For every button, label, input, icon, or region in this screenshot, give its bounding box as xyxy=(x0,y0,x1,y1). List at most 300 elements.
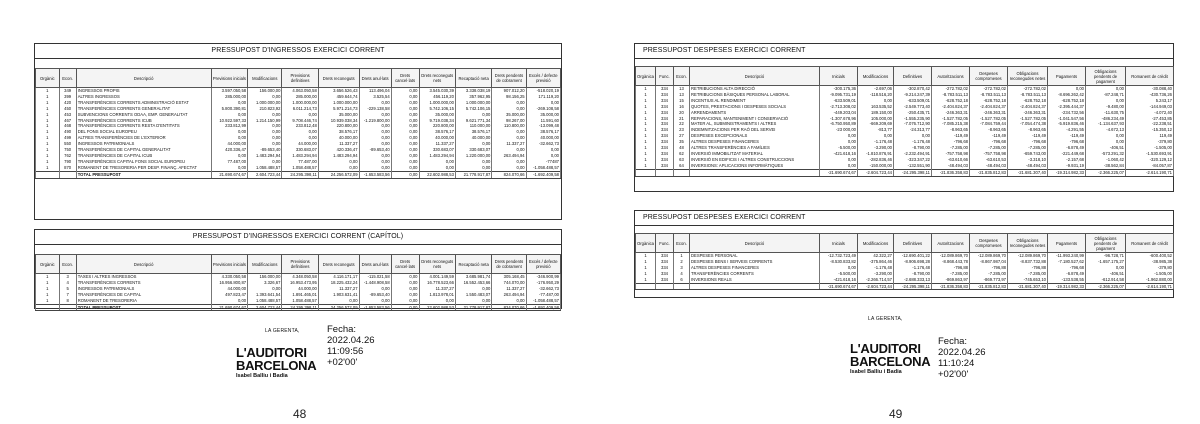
table-cell: 0,00 xyxy=(211,100,247,106)
table-cell: 40.000,00 xyxy=(526,135,560,141)
table-cell: 334 xyxy=(656,98,674,104)
table-cell: 0,00 xyxy=(1086,98,1126,104)
table-cell: 0,00 xyxy=(211,165,247,171)
table-cell: -1.505,00 xyxy=(1126,145,1174,151)
table-cell: 40.000,00 xyxy=(419,135,455,141)
table-cell: 63 xyxy=(674,157,690,163)
description-cell: ALTRES INGRESSOS xyxy=(76,94,211,100)
table-cell: 0,00 xyxy=(359,298,391,304)
column-header: Obligacions reconegudes netes xyxy=(1008,234,1048,253)
total-row xyxy=(36,171,561,178)
table-cell: 0,00 xyxy=(391,135,419,141)
table-cell: -1.219.800,00 xyxy=(359,118,391,124)
table-cell: 0,00 xyxy=(359,112,391,118)
table-cell: 16.956.800,87 xyxy=(211,280,247,286)
table-cell: 334 xyxy=(656,151,674,157)
table-cell: 334 xyxy=(656,104,674,110)
table-cell: 233.812,48 xyxy=(282,123,318,129)
table-cell: 263.494,94 xyxy=(492,153,526,159)
table-cell: 98.156,25 xyxy=(492,94,526,100)
table-cell: 334 xyxy=(656,133,674,139)
table-cell: 1.214.150,99 xyxy=(248,118,282,124)
table-cell: -1.058.488,57 xyxy=(526,165,560,171)
table-cell: -89.653,40 xyxy=(359,147,391,153)
table-cell: -633.509,01 xyxy=(820,98,858,104)
table-cell: 48 xyxy=(674,145,690,151)
table-cell: 420.336,47 xyxy=(318,147,359,153)
description-cell: ALTRES TRANSFERÈNCIES A FAMÍLIES xyxy=(690,145,820,151)
table-cell: 110.000,00 xyxy=(455,123,491,129)
description-cell: RETRIBUCIONS BÀSIQUES PERSONAL LABORAL xyxy=(690,92,820,98)
table-cell: -63.610,66 xyxy=(932,157,970,163)
table-cell: -1.176,48 xyxy=(894,265,932,271)
table-row xyxy=(36,292,561,298)
column-header: Definitives xyxy=(894,67,932,86)
table-cell: -21.835.812,83 xyxy=(970,283,1008,290)
table-cell: -15.350,12 xyxy=(1126,127,1174,133)
table-cell: -2.688.333,13 xyxy=(894,277,932,283)
table-cell: -757.758,98 xyxy=(932,151,970,157)
table-cell: 5.243,17 xyxy=(1126,98,1174,104)
signature-stamp xyxy=(327,324,375,368)
table-cell: -1.176,48 xyxy=(894,139,932,145)
table-cell: 1 xyxy=(636,104,656,110)
table-cell: 0,00 xyxy=(391,153,419,159)
table-cell: 790 xyxy=(59,159,76,165)
column-header: Drets anul·lats xyxy=(359,69,391,88)
description-cell: INVERSIÓ IMMOBILITZAT MATERIAL xyxy=(690,151,820,157)
description-cell xyxy=(690,283,820,290)
table-cell: 24.295.398,11 xyxy=(282,304,318,311)
table-cell: -8.963,65 xyxy=(932,127,970,133)
table-cell: -669.209,69 xyxy=(858,121,894,127)
table-cell: -119,49 xyxy=(1048,133,1086,139)
total-row xyxy=(36,304,561,311)
table-cell: -320.129,12 xyxy=(1126,157,1174,163)
table-cell: 0,00 xyxy=(820,133,858,139)
table-cell: -2.157,68 xyxy=(1048,157,1086,163)
table-cell: 38.576,17 xyxy=(318,129,359,135)
description-cell: DESPESES EXCEPCIONALS xyxy=(690,133,820,139)
table-cell: 459.644,74 xyxy=(318,94,359,100)
table-cell: -7.285,00 xyxy=(970,271,1008,277)
table-cell: 156.000,00 xyxy=(248,274,282,280)
table-cell: -406,51 xyxy=(1086,145,1126,151)
table-cell: 5.742.106,15 xyxy=(455,106,491,112)
income-chapter-title: PRESSUPOST D'INGRESSOS EXERCICI CORRENT (CAPÍTOL) xyxy=(35,230,561,245)
table-cell: 5.971.214,73 xyxy=(318,106,359,112)
header-row xyxy=(636,67,1174,86)
table-cell: 0,00 xyxy=(248,135,282,141)
table-cell: 9.719.038,34 xyxy=(419,118,455,124)
table-cell: 550 xyxy=(59,141,76,147)
table-cell: -1.527.782,05 xyxy=(970,116,1008,122)
table-cell: 870 xyxy=(59,165,76,171)
table-cell: 0,00 xyxy=(391,112,419,118)
table-cell: 1.000.000,00 xyxy=(282,100,318,106)
table-cell: 1 xyxy=(636,259,656,265)
table-cell: 35.000,00 xyxy=(526,112,560,118)
table-cell: 21.778.917,87 xyxy=(455,304,491,311)
table-cell: -796,68 xyxy=(1048,139,1086,145)
table-cell xyxy=(674,283,690,290)
table-cell: 0,00 xyxy=(248,112,282,118)
table-cell: 1 xyxy=(36,286,60,292)
table-cell: 0,00 xyxy=(1086,265,1126,271)
table-cell: 18.225.432,24 xyxy=(318,280,359,286)
table-cell: -22.238,51 xyxy=(1126,121,1174,127)
table-cell: 468 xyxy=(59,123,76,129)
description-cell xyxy=(690,169,820,176)
table-cell: 2.604.723,44 xyxy=(248,171,282,178)
table-cell: -8.696.262,42 xyxy=(1048,92,1086,98)
table-cell: -1.653.583,56 xyxy=(359,304,391,311)
table-cell: -12.089.869,70 xyxy=(1008,253,1048,259)
table-cell: 744.070,00 xyxy=(492,280,526,286)
table-cell: -150.000,00 xyxy=(858,163,894,169)
table-cell: 0,00 xyxy=(318,165,359,171)
table-cell: 105.000,00 xyxy=(858,116,894,122)
table-cell: 44.000,00 xyxy=(282,286,318,292)
table-cell: -77487 xyxy=(526,159,560,165)
table-cell: -2.404.824,37 xyxy=(970,104,1008,110)
column-header: Pagaments xyxy=(1048,234,1086,253)
description-cell: TRANSFERÈNCIES CORRENTS GENERALITAT xyxy=(76,106,211,112)
table-cell: -63.610,53 xyxy=(970,157,1008,163)
description-cell: ROMANENT DE TRESORERIA xyxy=(76,298,211,304)
column-header: Func. xyxy=(656,234,674,253)
table-cell: -176.950,29 xyxy=(526,280,560,286)
table-cell: 156.000,00 xyxy=(248,88,282,94)
table-cell: -1.527.782,05 xyxy=(1008,116,1048,122)
table-cell xyxy=(636,169,656,176)
table-cell: 0,00 xyxy=(455,112,491,118)
table-cell: 285.000,00 xyxy=(282,94,318,100)
table-cell: 0,00 xyxy=(211,298,247,304)
table-cell: -21.836.358,83 xyxy=(932,283,970,290)
table-cell: 0,00 xyxy=(820,157,858,163)
table-cell: 0,00 xyxy=(359,141,391,147)
table-cell: 1 xyxy=(636,271,656,277)
table-cell: 0,00 xyxy=(359,159,391,165)
table-cell: 1.220.000,00 xyxy=(455,153,491,159)
description-cell: TRANSFERÈNCIES CORRENTS xyxy=(690,271,820,277)
table-cell: -32.662,73 xyxy=(526,286,560,292)
table-cell xyxy=(59,304,76,311)
table-cell: 23 xyxy=(674,127,690,133)
table-cell: 1 xyxy=(636,151,656,157)
table-cell: 824.070,66 xyxy=(492,171,526,178)
table-cell: 40.000,00 xyxy=(318,135,359,141)
table-cell: -346.900,99 xyxy=(526,274,560,280)
table-cell: 499 xyxy=(59,135,76,141)
table-cell xyxy=(36,304,60,311)
table-cell: 1.891.465,01 xyxy=(282,292,318,298)
table-cell: 3 xyxy=(59,274,76,280)
description-cell: ROMANENT DE TRESORERIA PER DESP. FINANÇ. AFECTAT xyxy=(76,165,211,171)
table-cell: -9.095.731,19 xyxy=(820,92,858,98)
table-cell: 0,00 xyxy=(359,165,391,171)
column-header: Drets cancel·lats xyxy=(391,255,419,274)
table-cell: 1.058.488,57 xyxy=(282,165,318,171)
table-cell: -796,88 xyxy=(932,265,970,271)
table-cell: 0,00 xyxy=(391,118,419,124)
table-cell: 1 xyxy=(36,298,60,304)
table-cell: -421.618,16 xyxy=(820,277,858,283)
table-cell: 334 xyxy=(656,253,674,259)
table-cell: 330.683,07 xyxy=(455,147,491,153)
table-cell: 0,00 xyxy=(391,304,419,311)
table-cell: -12.690.401,22 xyxy=(894,253,932,259)
table-cell: 171.119,20 xyxy=(526,94,560,100)
table-cell: 8 xyxy=(59,298,76,304)
table-cell: -24.295.398,11 xyxy=(894,283,932,290)
table-cell: 1.483.294,94 xyxy=(419,153,455,159)
table-cell: -38.985,38 xyxy=(1126,259,1174,265)
table-cell: 1.058.488,57 xyxy=(248,298,282,304)
signer-name: Isabel Balliu i Badia xyxy=(236,373,288,379)
table-cell: 5 xyxy=(59,286,76,292)
table-cell: -24.313,77 xyxy=(894,127,932,133)
table-cell: 334 xyxy=(656,116,674,122)
table-cell: -869.773,97 xyxy=(970,277,1008,283)
table-cell: -375.864,46 xyxy=(858,259,894,265)
description-cell: QUOTES, PRESTACIONS I DESPESES SOCIALS xyxy=(690,104,820,110)
table-cell: -27.453,85 xyxy=(1126,116,1174,122)
table-cell: 38.576,17 xyxy=(455,129,491,135)
table-cell: 16.778.523,66 xyxy=(419,280,455,286)
page-number: 48 xyxy=(293,407,307,421)
table-cell: 24.295.398,11 xyxy=(282,171,318,178)
table-cell: -48.494,03 xyxy=(932,163,970,169)
table-cell: -119,49 xyxy=(932,133,970,139)
column-header: Despeses compromeses xyxy=(970,67,1008,86)
table-cell: 399 xyxy=(59,94,76,100)
table-cell: -2.614.190,71 xyxy=(1126,169,1174,176)
table-cell: -379,80 xyxy=(1126,139,1174,145)
column-header: Drets reconeguts xyxy=(318,69,359,88)
table-cell: 1 xyxy=(36,280,60,286)
table-cell: 24.256.572,09 xyxy=(318,171,359,178)
column-header: Romanent de crèdit xyxy=(1126,67,1174,86)
expense-economic-title: PRESSUPOST DESPESES EXERCICI CORRENT xyxy=(635,44,1173,59)
table-cell: -32.662,73 xyxy=(526,141,560,147)
table-cell: 0,00 xyxy=(419,165,455,171)
table-cell: 11.337,27 xyxy=(492,141,526,147)
table-cell: -132.551,90 xyxy=(894,163,932,169)
table-cell: -5.919.836,46 xyxy=(1048,121,1086,127)
table-cell: 163.535,52 xyxy=(858,104,894,110)
table-cell: 64 xyxy=(674,163,690,169)
table-cell: 1 xyxy=(36,135,60,141)
column-header: Recaptació neta xyxy=(455,255,491,274)
column-header: Previsions definitives xyxy=(282,69,318,88)
table-cell: -21.835.812,83 xyxy=(970,169,1008,176)
table-cell: 0,00 xyxy=(492,106,526,112)
table-cell: -486.234,49 xyxy=(1086,116,1126,122)
table-cell: -246.363,31 xyxy=(1008,110,1048,116)
table-cell: -3.318,10 xyxy=(1008,157,1048,163)
table-cell: 5.800.390,81 xyxy=(211,106,247,112)
table-cell: 0,00 xyxy=(391,88,419,94)
table-cell: 1.483.294,94 xyxy=(318,153,359,159)
table-cell: -8.783.511,13 xyxy=(1008,92,1048,98)
column-header: Modificacions xyxy=(858,67,894,86)
table-cell: 1 xyxy=(36,106,60,112)
table-cell: 0,00 xyxy=(858,133,894,139)
table-cell: 0,00 xyxy=(492,100,526,106)
table-cell: -7.180.527,62 xyxy=(1048,259,1086,265)
description-cell: TAXES I ALTRES INGRESSOS xyxy=(76,274,211,280)
table-cell: 21.690.674,67 xyxy=(211,304,247,311)
table-cell: 4.116.171,17 xyxy=(318,274,359,280)
table-cell: -796,68 xyxy=(932,139,970,145)
description-cell: TRANSFERÈNCIES CORRENTS ADMINISTRACIÓ ESTAT xyxy=(76,100,211,106)
table-cell: 453 xyxy=(59,112,76,118)
table-cell: 0,00 xyxy=(894,133,932,139)
table-row xyxy=(36,159,561,165)
table-cell xyxy=(36,171,60,178)
table-cell: -8.868.443,78 xyxy=(932,259,970,265)
table-cell: -2.697,06 xyxy=(858,86,894,92)
table-cell: 0,00 xyxy=(211,135,247,141)
table-cell: 1 xyxy=(36,112,60,118)
stamp-line-1: Fecha: xyxy=(938,336,968,347)
logo-line-2: BARCELONA xyxy=(236,358,317,373)
table-cell: 1.813.978,01 xyxy=(419,292,455,298)
table-cell: -115.021,58 xyxy=(359,274,391,280)
table-cell: -2.713.308,02 xyxy=(820,104,858,110)
table-cell: -6.878,49 xyxy=(1048,271,1086,277)
table-cell: 5.742.106,15 xyxy=(419,106,455,112)
table-cell: -1.653.583,56 xyxy=(359,171,391,178)
table-cell: -11.630,75 xyxy=(1086,110,1126,116)
table-cell: 11.337,27 xyxy=(492,286,526,292)
column-header: Definitives xyxy=(894,234,932,253)
table-cell: 24.256.572,09 xyxy=(318,304,359,311)
table-cell: -119,49 xyxy=(1008,133,1048,139)
table-cell: -1.176,48 xyxy=(858,139,894,145)
column-header: Excés / defecte previsió xyxy=(526,255,560,274)
table-cell: -7.285,00 xyxy=(932,271,970,277)
table-cell: -23 000,00 xyxy=(820,127,858,133)
table-cell: 1 xyxy=(636,98,656,104)
table-cell: 334 xyxy=(656,259,674,265)
table-cell: 0,00 xyxy=(492,129,526,135)
table-cell: -19.314.982,33 xyxy=(1048,283,1086,290)
table-cell: 1 xyxy=(636,127,656,133)
table-cell: -612.914,58 xyxy=(1086,277,1126,283)
table-cell: 0,00 xyxy=(455,159,491,165)
table-cell: 0,00 xyxy=(492,159,526,165)
table-cell: -9.214.247,39 xyxy=(894,92,932,98)
table-cell: 1 xyxy=(636,253,656,259)
gerenta-label: LA GERENTA, xyxy=(265,328,300,334)
table-cell: 1 xyxy=(636,157,656,163)
description-cell: ALTRES TRANSFERÈNCIES DE L'EXTERIOR xyxy=(76,135,211,141)
table-cell: 35.000,00 xyxy=(492,112,526,118)
table-cell: 62 xyxy=(674,151,690,157)
table-row xyxy=(36,106,561,112)
table-row xyxy=(36,100,561,106)
table-cell: -1.060,42 xyxy=(1086,157,1126,163)
table-cell: 0,00 xyxy=(391,280,419,286)
table-cell: 1.000.000,00 xyxy=(455,100,491,106)
table-cell: -21.681.307,40 xyxy=(1008,283,1048,290)
table-cell: 0,00 xyxy=(359,123,391,129)
table-cell: 1 xyxy=(36,147,60,153)
table-cell: 35.000,00 xyxy=(419,112,455,118)
table-cell: 1 xyxy=(636,133,656,139)
income-chapter-section xyxy=(34,229,562,309)
table-cell: 0,00 xyxy=(248,129,282,135)
table-cell: 210.823,92 xyxy=(248,106,282,112)
column-header: Autoritzacions xyxy=(932,67,970,86)
table-cell: 1.903.631,41 xyxy=(318,292,359,298)
table-cell: 1 xyxy=(674,253,690,259)
table-cell: 0,00 xyxy=(248,123,282,129)
description-cell: MATER AL, SUBMINISTRAMENTS I ALTRES xyxy=(690,121,820,127)
table-cell: 2 xyxy=(674,259,690,265)
table-cell: 1 xyxy=(36,159,60,165)
table-cell: 334 xyxy=(656,110,674,116)
column-header: Descripció xyxy=(690,67,820,86)
table-cell: -1.176,48 xyxy=(858,265,894,271)
table-cell: -2.404.824,37 xyxy=(932,104,970,110)
table-cell: -300.175,36 xyxy=(820,86,858,92)
table-cell: -272.782,02 xyxy=(970,86,1008,92)
table-cell: -2.366.225,07 xyxy=(1086,169,1126,176)
table-cell: -9.480,00 xyxy=(1086,104,1126,110)
table-cell: 1 xyxy=(36,100,60,106)
table-cell: -628.752,18 xyxy=(1048,98,1086,104)
table-cell: -430.736,26 xyxy=(1126,92,1174,98)
table-cell: -30.088,40 xyxy=(1126,86,1174,92)
table-cell: -8.963,65 xyxy=(1008,127,1048,133)
table-cell: -1.307.678,96 xyxy=(820,116,858,122)
table-cell: -2.395.444,37 xyxy=(1048,104,1086,110)
table-cell: 21.690.674,67 xyxy=(211,171,247,178)
table-cell: 1.000.000,00 xyxy=(318,100,359,106)
column-header: Previsions definitives xyxy=(282,255,318,274)
table-cell: 0,00 xyxy=(318,159,359,165)
table-cell: 334 xyxy=(656,127,674,133)
table-cell: 1 xyxy=(36,94,60,100)
table-cell: 1 xyxy=(636,145,656,151)
table-cell: -379,80 xyxy=(1126,265,1174,271)
table-cell: 20 xyxy=(674,110,690,116)
table-cell xyxy=(656,283,674,290)
table-cell: 15 xyxy=(674,98,690,104)
table-cell: -2.614.190,71 xyxy=(1126,283,1174,290)
column-header: Autoritzacions xyxy=(932,234,970,253)
table-cell xyxy=(674,169,690,176)
table-cell: 4.001.149,59 xyxy=(419,274,455,280)
table-cell: 450 xyxy=(59,106,76,112)
description-cell: TRANSFERÈNCIES CORRENTS RESTA D'ENTITATS xyxy=(76,123,211,129)
table-row xyxy=(36,94,561,100)
column-header: Pagaments xyxy=(1048,67,1086,86)
description-cell: TRANSFERÈNCIES CAPITAL FONS SOCIAL EUROPEU xyxy=(76,159,211,165)
table-cell: 0,00 xyxy=(391,100,419,106)
table-cell: 1 xyxy=(636,121,656,127)
table-cell: -1.555.235,90 xyxy=(894,116,932,122)
column-header: Econ. xyxy=(59,255,76,274)
column-header: Inicials xyxy=(820,234,858,253)
table-cell: -2.404.824,37 xyxy=(1008,104,1048,110)
table-cell: 0,00 xyxy=(492,165,526,171)
column-header: Modificacions xyxy=(858,234,894,253)
